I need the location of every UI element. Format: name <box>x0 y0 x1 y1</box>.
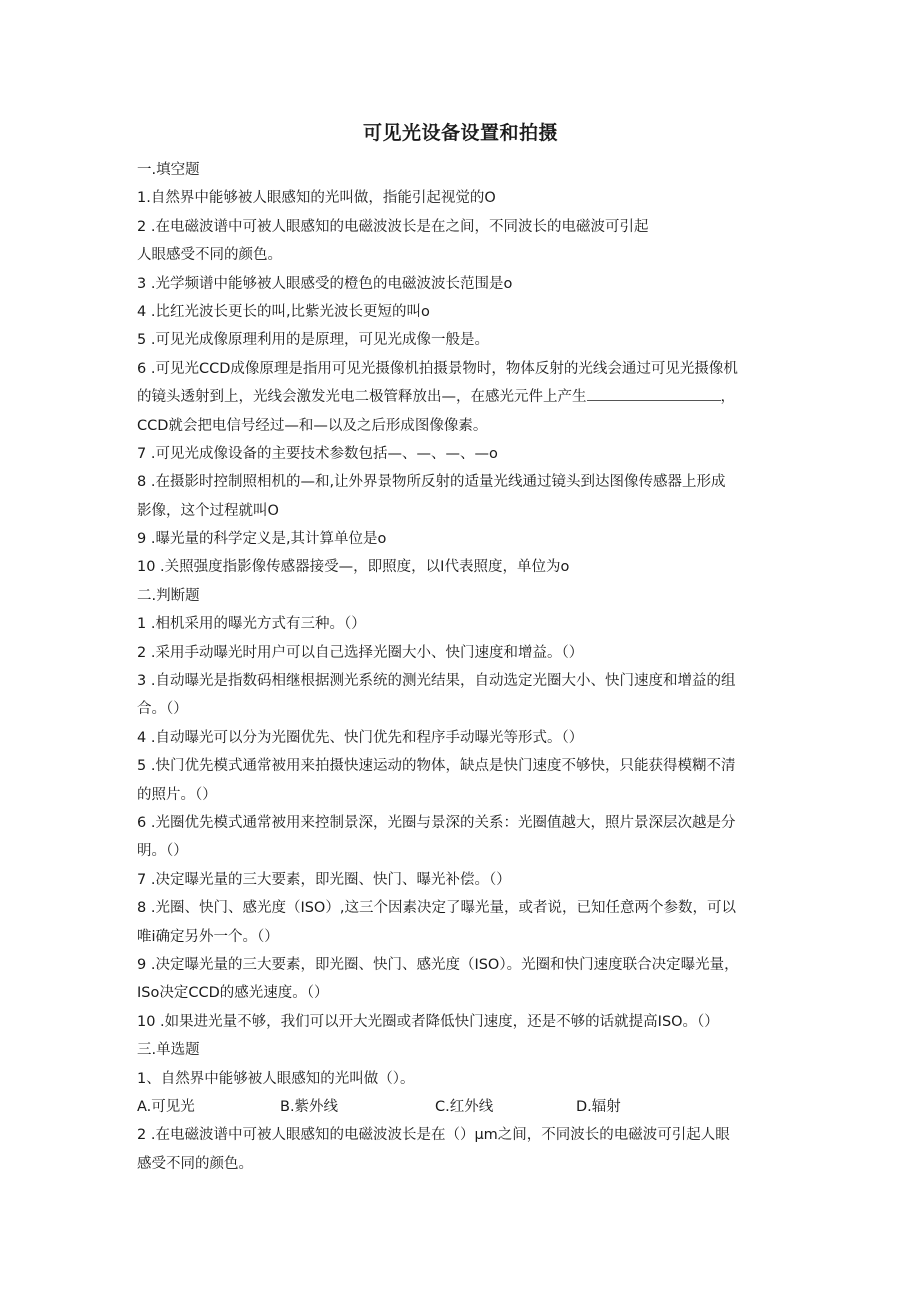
section-true-false <box>137 582 784 1036</box>
question-1: 1、自然界中能够被人眼感知的光叫做（）。 <box>137 1070 415 1087</box>
true-false-line: 8 .光圈、快门、感光度（ISO）,这三个因素决定了曝光量，或者说，已知任意两个参数，可以 <box>137 900 736 917</box>
section-fill-blank <box>137 156 784 582</box>
option-b[interactable]: B.紫外线 <box>280 1098 339 1115</box>
option-d[interactable]: D.辐射 <box>576 1098 621 1115</box>
fill-blank-line: 6 .可见光CCD成像原理是指用可见光摄像机拍摄景物时，物体反射的光线会通过可见光摄像机 <box>137 360 738 377</box>
fill-blank-line: 10 .关照强度指影像传感器接受—，即照度，以I代表照度，单位为o <box>137 559 570 576</box>
true-false-line: 合。（） <box>137 701 188 718</box>
true-false-line: 唯i确定另外一个。（） <box>137 928 279 945</box>
true-false-line: 6 .光圈优先模式通常被用来控制景深，光圈与景深的关系：光圈值越大，照片景深层次越是分 <box>137 814 736 831</box>
true-false-line: 1 .相机采用的曝光方式有三种。（） <box>137 616 366 633</box>
section-single-choice <box>137 1036 784 1178</box>
fill-blank-line: 3 .光学频谱中能够被人眼感受的橙色的电磁波波长范围是o <box>137 275 513 292</box>
fill-blank-line: 7 .可见光成像设备的主要技术参数包括—、—、—、—o <box>137 445 498 462</box>
true-false-line: 2 .采用手动曝光时用户可以自己选择光圈大小、快门速度和增益。（） <box>137 644 584 661</box>
fill-blank-line-suffix: ， <box>720 389 735 406</box>
fill-blank-line: 9 .曝光量的科学定义是,其计算单位是o <box>137 531 387 548</box>
fill-blank-line-text: 的镜头透射到上，光线会激发光电二极管释放出—，在感光元件上产生 <box>137 389 587 406</box>
question-2-line: 感受不同的颜色。 <box>137 1155 253 1172</box>
fill-blank-line-with-blank <box>137 383 784 411</box>
true-false-line: 5 .快门优先模式通常被用来拍摄快速运动的物体，缺点是快门速度不够快，只能获得模糊不清 <box>137 758 736 775</box>
question-2-line: 2 .在电磁波谱中可被人眼感知的电磁波波长是在（）μm之间，不同波长的电磁波可引起人眼 <box>137 1127 730 1144</box>
fill-blank-line: 4 .比红光波长更长的叫,比紫光波长更短的叫o <box>137 303 430 320</box>
fill-blank-line: 影像，这个过程就叫O <box>137 502 279 519</box>
true-false-line: 10 .如果进光量不够，我们可以开大光圈或者降低快门速度，还是不够的话就提高ISO。（） <box>137 1013 719 1030</box>
true-false-line: 7 .决定曝光量的三大要素，即光圈、快门、曝光补偿。（） <box>137 871 511 888</box>
option-c[interactable]: C.红外线 <box>435 1098 494 1115</box>
document-title: 可见光设备设置和拍摄 <box>362 122 558 144</box>
true-false-line: 明。（） <box>137 843 188 860</box>
fill-blank-line: 5 .可见光成像原理利用的是原理，可见光成像一般是。 <box>137 332 489 349</box>
answer-blank-underline[interactable] <box>587 386 721 401</box>
section-heading-fill-blank: 一.填空题 <box>137 162 200 178</box>
option-a[interactable]: A.可见光 <box>137 1098 195 1115</box>
fill-blank-line: CCD就会把电信号经过—和—以及之后形成图像像素。 <box>137 417 488 434</box>
true-false-line: 4 .自动曝光可以分为光圈优先、快门优先和程序手动曝光等形式。（） <box>137 729 584 746</box>
question-1-options <box>137 1093 784 1121</box>
true-false-line: ISo决定CCD的感光速度。（） <box>137 985 329 1002</box>
fill-blank-line: 1.自然界中能够被人眼感知的光叫做，指能引起视觉的O <box>137 190 496 207</box>
section-heading-true-false: 二.判断题 <box>137 587 200 604</box>
fill-blank-line: 2 .在电磁波谱中可被人眼感知的电磁波波长是在之间，不同波长的电磁波可引起 <box>137 218 649 235</box>
fill-blank-line: 人眼感受不同的颜色。 <box>137 247 282 264</box>
true-false-line: 3 .自动曝光是指数码相继根据测光系统的测光结果，自动选定光圈大小、快门速度和增益的组 <box>137 673 736 690</box>
true-false-line: 9 .决定曝光量的三大要素，即光圈、快门、感光度（ISO）。光圈和快门速度联合决定曝光量， <box>137 956 739 973</box>
fill-blank-line: 8 .在摄影时控制照相机的—和,让外界景物所反射的适量光线通过镜头到达图像传感器上形成 <box>137 474 726 491</box>
true-false-line: 的照片。（） <box>137 786 217 803</box>
section-heading-single-choice: 三.单选题 <box>137 1042 200 1059</box>
